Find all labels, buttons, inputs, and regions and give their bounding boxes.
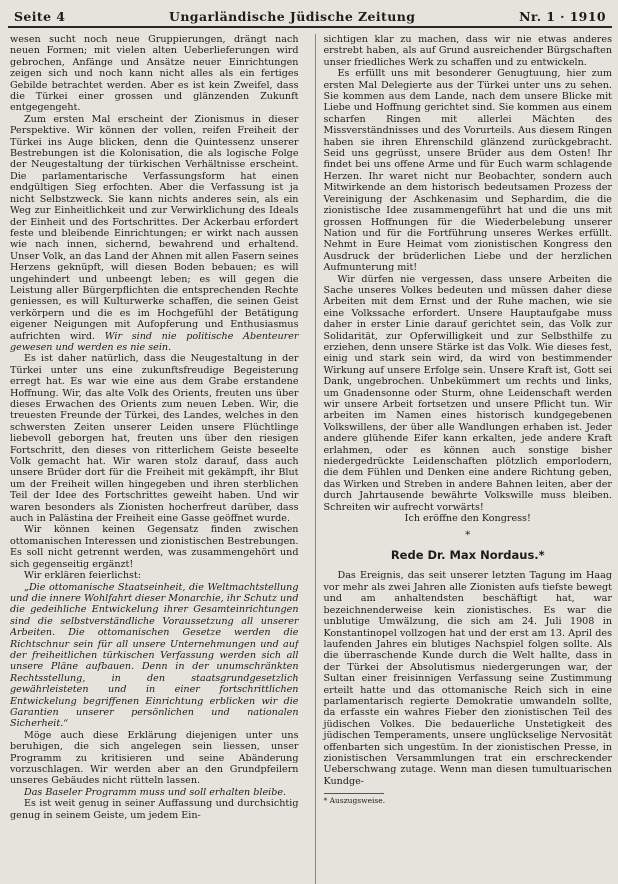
page-number: Seite 4 [14, 9, 66, 24]
text-columns [10, 34, 612, 884]
running-head [8, 6, 612, 28]
paragraph: sichtigen klar zu machen, dass wir nie etwas anderes erstrebt haben, als auf Grund ausreichender Bürgschaften unser friedliches Werk zu schaffen und zu entwickeln. [323, 34, 612, 68]
paragraph: Es erfüllt uns mit besonderer Genugtuung, hier zum ersten Mal Delegierte aus der Türkei unter uns zu sehen. Sie kommen aus dem Lande, nach dem unsere Blicke mit Liebe und Hoffnung gerichtet sind. Sie kommen aus einem scharfen Ringen mit allerlei Mächten des Missverständnisses und des Vorurteils. Aus diesem Ringen haben sie ihren Ehrenschild glänzend zurückgebracht. Seid uns gegrüsst, unsere Brüder aus dem Osten! Ihr findet bei uns offene Arme und für Euch warm schlagende Herzen. Ihr waret nicht nur Beobachter, sondern auch Mitwirkende an dem historisch bedeutsamen Prozess der Vereinigung der Aschkenasim und Sephardim, die die zionistische Idee zusammengeführt hat und die uns mit grossen Hoffnungen für die Wiederbelebung unserer Nation und für die Fortführung unseres Werkes erfüllt. Nehmt in Eure Heimat vom zionistischen Kongress den Ausdruck der brüderlichen Liebe und der herzlichen Aufmunterung mit! [323, 68, 612, 274]
right-column [315, 34, 613, 884]
paragraph: Wir können keinen Gegensatz finden zwischen ottomanischen Interessen und zionistischen Bestrebungen. Es soll nicht getrennt werden, was zusammengehört und sich gegenseitig ergänzt! [10, 524, 299, 570]
declaration-quote: „Die ottomanische Staatseinheit, die Weltmachtstellung und die innere Wohlfahrt dieser Monarchie, ihr Schutz und die gedeihliche Entwickelung ihrer Gesamteinrichtungen sind die selbstverständliche Voraussetzung all unserer Arbeiten. Die ottomanischen Gesetze werden die Richtschnur sein für all unsere Unternehmungen und auf der freiheitlichen türkischen Verfassung werden sich all unsere Pläne aufbauen. Denn in der unumschränkten Rechtsstellung, in den staatsgrundgesetzlich gewährleisteten und in einer fortschrittlichen Entwickelung begriffenen Einrichtung erblicken wir die Garantien unserer persönlichen und nationalen Sicherheit.“ [10, 581, 299, 730]
issue-number: Nr. 1 · 1910 [519, 9, 606, 24]
paragraph-italic: Das Baseler Programm muss und soll erhalten bleibe. [24, 786, 287, 798]
paragraph: Wir dürfen nie vergessen, dass unsere Arbeiten die Sache unseres Volkes bedeuten und müssen daher diese Arbeiten mit dem Ernst und der Ruhe machen, wie sie eine Volkssache erfordert. Unsere Hauptaufgabe muss daher in erster Linie darauf gerichtet sein, das Volk zur Solidarität, zur Opferwilligkeit und zur Selbsthilfe zu erziehen, denn unsere Stärke ist das Volk. Wie dieses fest, einig und stark sein wird, da wird von bestimmender Wirkung auf unsere Erfolge sein. Unsere Kraft ist, Gott sei Dank, ungebrochen. Unbekümmert um rechts und links, um Gnadensonne oder Sturm, ohne Leidenschaft werden wir unsere Arbeit fortsetzen und unsere Pflicht tun. Wir arbeiten im Namen eines historisch kundgegebenen Volkswillens, der über alle Wandlungen erhaben ist. Jeder andere glühende Eifer kann erkalten, jede andere Kraft erlahmen, oder es können auch sonstige bisher niedergedrückte Leidenschaften plötzlich emporlodern, die dem Fühlen und Denken eine andere Richtung geben, das Wirken und Streben in andere Bahnen leiten, aber der durch Jahrtausende bewährte Volkswille muss bleiben. Schreiten wir aufrecht vorwärts! [323, 273, 612, 513]
paragraph [10, 114, 299, 354]
paragraph: wesen sucht noch neue Gruppierungen, drängt nach neuen Formen; mit vielen alten Ueberlieferungen wird gebrochen, Anfänge und Ansätze neuer Einrichtungen zeigen sich und noch kann nicht alles als ein fertiges Gebilde betrachtet werden. Aber es ist kein Zweifel, dass die Türkei einer grossen und glänzenden Zukunft entgegengeht. [10, 34, 299, 114]
italic-phrase: Wir sind nie politische Abenteurer gewesen und werden es nie sein. [10, 330, 299, 353]
paragraph: Wir erklären feierlichst: [24, 570, 142, 582]
paragraph: Es ist weit genug in seiner Auffassung und durchsichtig genug in seinem Geiste, um jedem Ein- [10, 798, 299, 821]
paragraph: Das Ereignis, das seit unserer letzten Tagung im Haag vor mehr als zwei Jahren alle Zionisten aufs tiefste bewegt und am anhaltendsten beschäftigt hat, war bezeichnenderweise kein zionistisches. Es war die unblutige Umwälzung, die sich am 24. Juli 1908 in Konstantinopel vollzogen hat und der erst am 13. April des laufenden Jahres ein blutiges Nachspiel folgen sollte. Als die überraschende Kunde durch die Welt hallte, dass in der Türkei der Absolutismus niedergerungen war, der Sultan einer freisinnigen Verfassung seine Zustimmung erteilt hatte und das ottomanische Reich sich in eine parlamentarisch regierte Demokratie umwandeln sollte, da erfasste ein wahres Fieber den zionistischen Teil des jüdischen Volkes. Die bedauerliche Unstetigkeit des jüdischen Temperaments, unsere unglückselige Nervosität offenbarten sich ungestüm. In der zionistischen Presse, in zionistischen Versammlungen trat ein erschreckender Ueberschwang zutage. Wenn man diesen tumultuarischen Kundge- [323, 570, 612, 787]
closing-line: Ich eröffne den Kongress! [404, 513, 531, 525]
newspaper-title: Ungarländische Jüdische Zeitung [169, 9, 416, 24]
section-separator: * [465, 530, 471, 542]
paragraph: Es ist daher natürlich, dass die Neugestaltung in der Türkei unter uns eine zukunftsfreudige Begeisterung erregt hat. Es war wie eine aus dem Grabe erstandene Hoffnung. Wir, das alte Volk des Orients, freuten uns über dieses Erwachen des Orients zum neuen Leben. Wir, die treuesten Freunde der Türkei, des Landes, welches in den schwersten Zeiten unserer Leiden unsere Flüchtlinge liebevoll geborgen hat, freuten uns über den riesigen Fortschritt, den dieses von ritterlichem Geiste beseelte Volk gemacht hat. Wir waren stolz darauf, dass auch unsere Brüder dort für die Freiheit mit gekämpft, ihr Blut um der Freiheit willen hingegeben und ihren sterblichen Teil der Idee des Fortschrittes geweiht haben. Und wir waren besonders als Zionisten hocherfreut darüber, dass auch in Palästina der Freiheit eine Gasse geöffnet wurde. [10, 353, 299, 525]
speech-heading: Rede Dr. Max Nordaus.* [390, 548, 545, 563]
left-column [10, 34, 299, 884]
paragraph: Möge auch diese Erklärung diejenigen unter uns beruhigen, die sich angelegen sein liessen, unser Programm zu kritisieren und seine Abänderung vorzuschlagen. Wir werden aber an den Grundpfeilern unseres Gebäudes nicht rütteln lassen. [10, 729, 299, 787]
footnote: * Auszugsweise. [323, 796, 386, 806]
paragraph-text: Zum ersten Mal erscheint der Zionismus in dieser Perspektive. Wir können der vollen, reifen Freiheit der Türkei ins Auge blicken, denn die Quintessenz unserer Bestrebungen ist die Kolonisation, die als logische Folge der Neugestaltung der türkischen Verhältnisse erscheint. Die parlamentarische Verfassungsform hat einen endgültigen Sieg erfochten. Aber die Verfassung ist ja nicht Selbstzweck. Sie kann nichts anderes sein, als ein Weg zur Einheitlichkeit und zur Verwirklichung des Ideals der Einheit und des Fortschrittes. Der Ackerbau erfordert feste und bleibende Einrichtungen; er wirkt nach aussen wie nach innen, sichernd, bewahrend und erhaltend. Unser Volk, an das Land der Ahnen mit allen Fasern seines Herzens geknüpft, will diesen Boden bebauen; es will ungehindert und unbeengt leben; es will gegen die Leistung aller Bürgerpflichten die entsprechenden Rechte geniessen, es will Kulturwerke schaffen, die seinen Geist verkörpern und die es im Hochgefühl der Betätigung eigener Neigungen mit Aufopferung und Enthusiasmus aufrichten wird. [10, 113, 299, 342]
footnote-rule [324, 793, 384, 794]
